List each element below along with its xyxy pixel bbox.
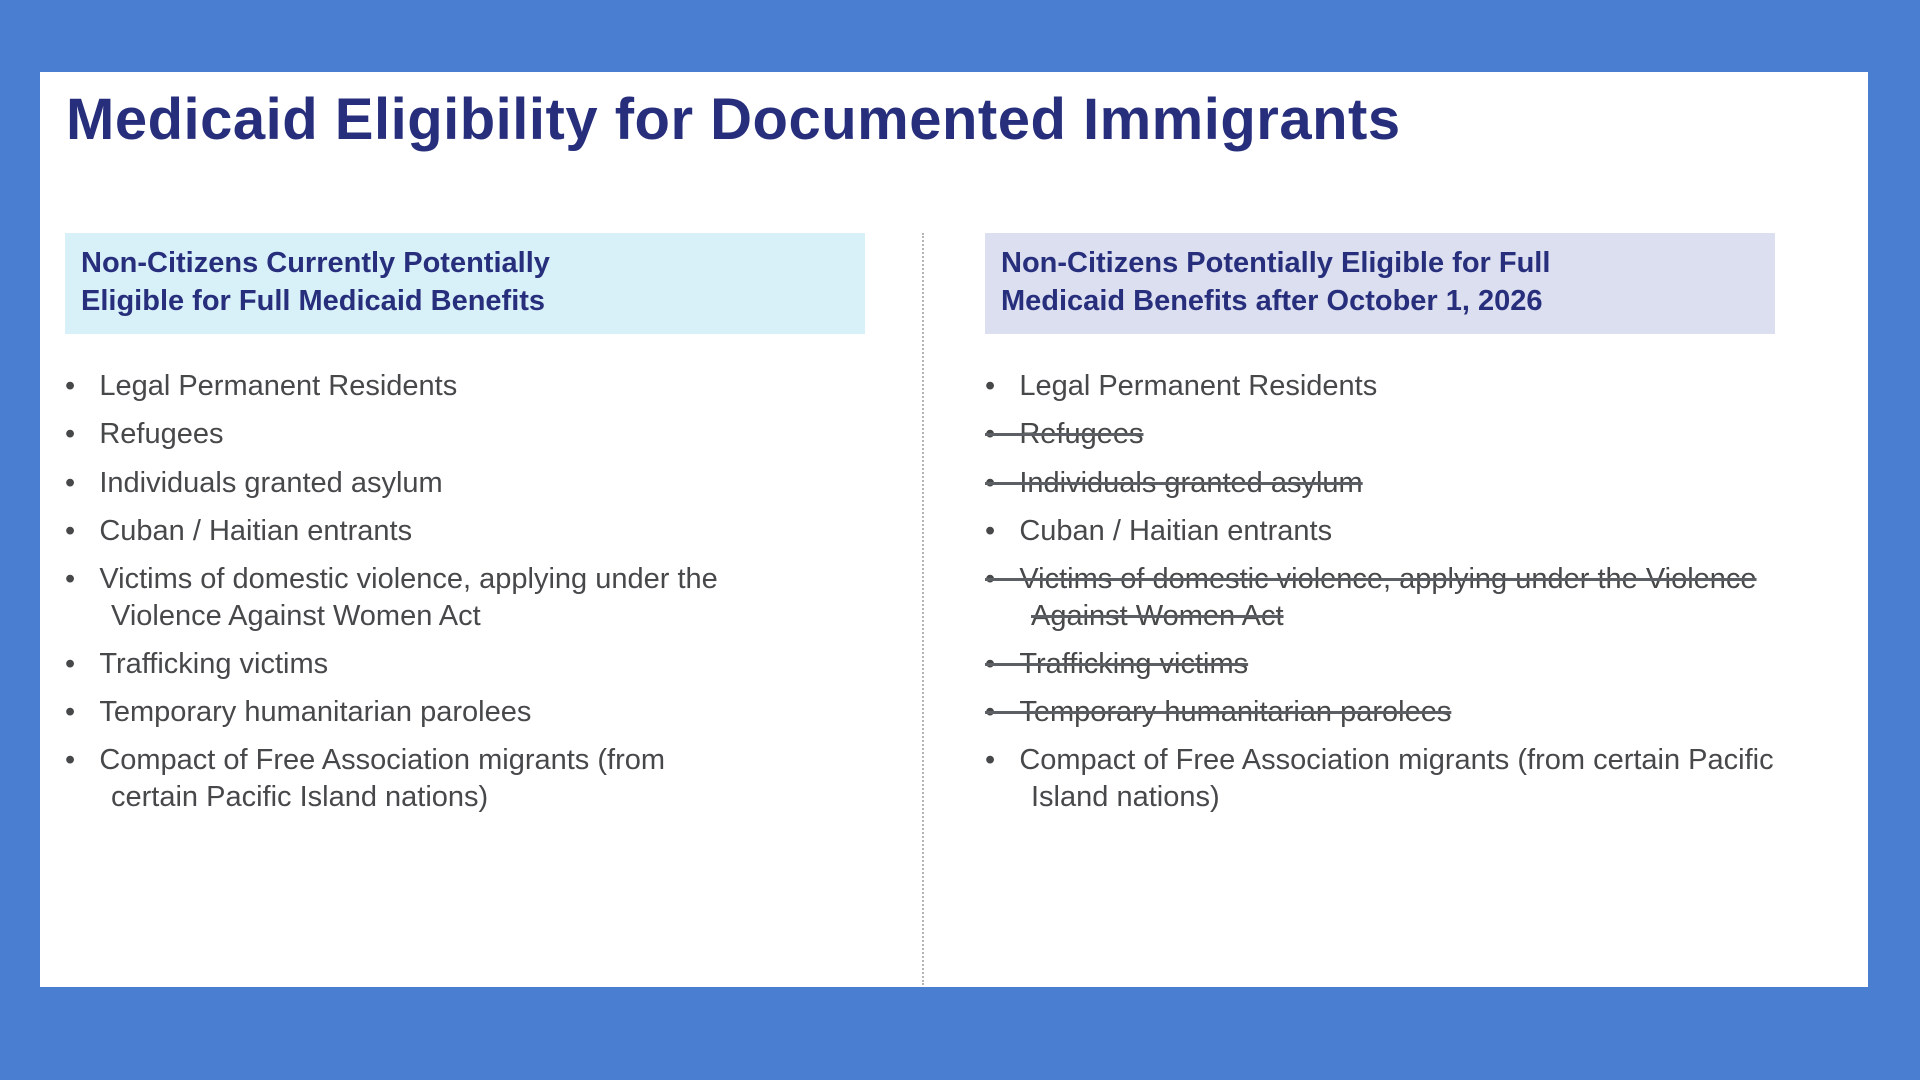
list-item <box>65 465 736 502</box>
list-item-text: • Refugees <box>985 418 1144 451</box>
list-item <box>65 513 736 550</box>
column-header-line: Non-Citizens Currently Potentially <box>81 247 550 279</box>
list-item-text: • Legal Permanent Residents <box>65 370 458 403</box>
column-header-line: Eligible for Full Medicaid Benefits <box>81 284 546 317</box>
list-item-text: • Legal Permanent Residents <box>985 370 1378 403</box>
list-item <box>985 561 1775 635</box>
list-item <box>65 368 736 405</box>
eligibility-list-current <box>65 368 865 816</box>
list-item-text: • Refugees <box>65 418 224 451</box>
list-item <box>985 694 1775 731</box>
list-item <box>985 465 1775 502</box>
list-item-text: • Victims of domestic violence, applying under the Violence Against Women Act <box>65 562 718 632</box>
list-item-text: • Individuals granted asylum <box>985 466 1363 499</box>
list-item-text: • Trafficking victims <box>65 648 329 681</box>
list-item <box>985 368 1775 405</box>
column-divider-dotted-line <box>922 233 924 985</box>
list-item <box>985 416 1775 453</box>
list-item-text: • Temporary humanitarian parolees <box>65 696 532 729</box>
list-item-text: • Victims of domestic violence, applying under the Violence Against Women Act <box>985 562 1757 632</box>
list-item <box>985 742 1775 816</box>
list-item-text: • Cuban / Haitian entrants <box>65 514 413 547</box>
column-after-oct-2026 <box>985 233 1775 827</box>
list-item <box>65 694 736 731</box>
list-item-text: • Individuals granted asylum <box>65 466 443 499</box>
list-item-text: • Temporary humanitarian parolees <box>985 696 1452 729</box>
page-title: Medicaid Eligibility for Documented Immigrants <box>66 87 1401 152</box>
list-item-text: • Compact of Free Association migrants (from certain Pacific Island nations) <box>65 744 666 814</box>
column-header-current <box>65 233 865 334</box>
list-item-text: • Compact of Free Association migrants (from certain Pacific Island nations) <box>985 744 1774 814</box>
list-item-text: • Cuban / Haitian entrants <box>985 514 1333 547</box>
column-current-eligibility <box>65 233 865 827</box>
column-header-line: Non-Citizens Potentially Eligible for Full <box>1001 247 1551 279</box>
list-item <box>65 742 736 816</box>
list-item <box>65 561 736 635</box>
slide-card <box>40 72 1868 987</box>
list-item <box>65 646 736 683</box>
list-item <box>985 513 1775 550</box>
column-header-line: Medicaid Benefits after October 1, 2026 <box>1001 284 1543 317</box>
eligibility-list-after-2026 <box>985 368 1775 816</box>
list-item <box>65 416 736 453</box>
column-header-after-2026 <box>985 233 1775 334</box>
list-item-text: • Trafficking victims <box>985 648 1249 681</box>
list-item <box>985 646 1775 683</box>
